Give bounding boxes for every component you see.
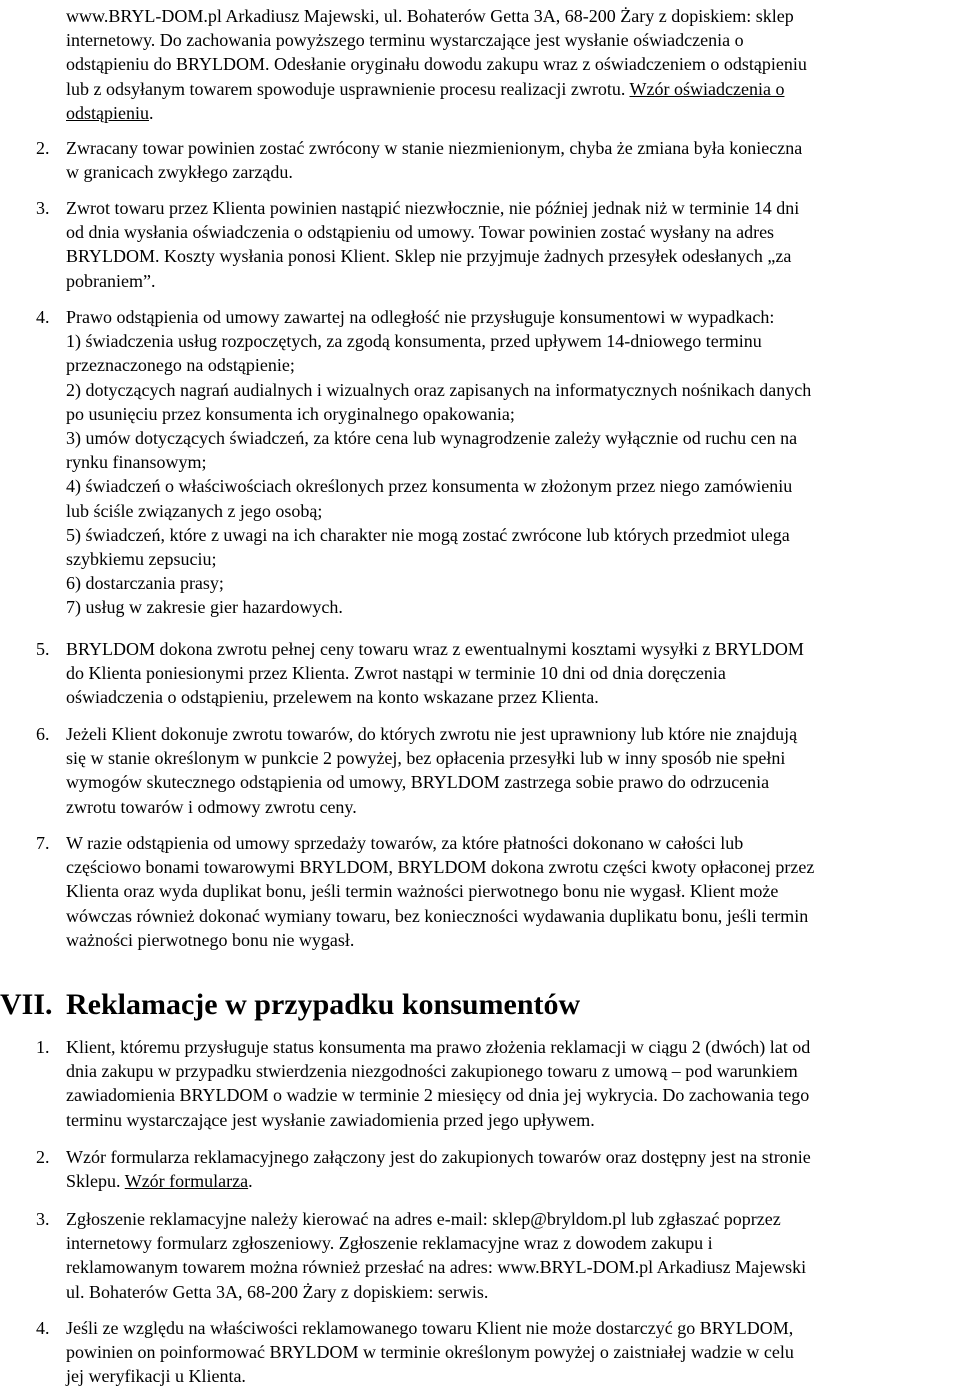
text-line: Klienta oraz wyda duplikat bonu, jeśli termin ważności pierwotnego bonu nie wygasł. Klient może [66, 881, 779, 902]
text-line: w granicach zwykłego zarządu. [66, 162, 293, 183]
text-line: odstąpieniu. [66, 102, 154, 123]
item-number: 4. [36, 307, 50, 327]
text-line: do Klienta poniesionymi przez Klienta. Zwrot nastąpi w terminie 10 dni od dnia doręczenia [66, 663, 726, 684]
text-line: BRYLDOM. Koszty wysłania ponosi Klient. Sklep nie przyjmuje żadnych przesyłek odesłanych „za [66, 246, 792, 267]
complaint-form-link[interactable]: Wzór formularza [124, 1171, 249, 1192]
text-line: się w stanie określonym w punkcie 2 powyżej, bez opłacenia przesyłki lub w inny sposób nie spełni [66, 748, 786, 769]
item-number: 3. [36, 198, 50, 218]
text-line: lub ściśle związanych z jego osobą; [66, 500, 323, 521]
text-line: Wzór formularza reklamacyjnego załączony jest do zakupionych towarów oraz dostępny jest na stronie [66, 1147, 811, 1167]
text-line: 4) świadczeń o właściwościach określonych przez konsumenta w złożonym przez niego zamówieniu [66, 476, 793, 497]
item-number: 5. [36, 639, 50, 659]
text-line: Zwrot towaru przez Klienta powinien nastąpić niezwłocznie, nie później jednak niż w terminie 14 dni [66, 198, 800, 218]
text-line: 2) dotyczących nagrań audialnych i wizualnych oraz zapisanych na informatycznych nośnikach danych [66, 379, 812, 400]
item-number: 6. [36, 724, 50, 744]
item-number: 3. [36, 1209, 50, 1229]
text-line: od dnia wysłania oświadczenia o odstąpieniu od umowy. Towar powinien zostać wysłany na adres [66, 222, 775, 243]
text-line: zawiadomienia BRYLDOM o wadzie w terminie 2 miesięcy od dnia jej wykrycia. Do zachowania tego [66, 1085, 810, 1106]
text-line: Zwracany towar powinien zostać zwrócony w stanie niezmienionym, chyba że zmiana była konieczna [66, 138, 803, 158]
text-line: lub z odsyłanym towarem spowoduje usprawnienie procesu realizacji zwrotu. Wzór oświadczenia o [66, 78, 785, 99]
text-line: Zgłoszenie reklamacyjne należy kierować na adres e-mail: sklep@bryldom.pl lub zgłaszać poprzez [66, 1209, 781, 1229]
withdrawal-form-link[interactable]: Wzór oświadczenia o [629, 78, 785, 99]
text-line: jej weryfikacji u Klienta. [66, 1366, 246, 1387]
text-line: powinien on poinformować BRYLDOM w terminie określonym powyżej o zaistniałej wadzie w celu [66, 1342, 794, 1363]
text-line: terminu wystarczające jest wysłanie zawiadomienia przed jego upływem. [66, 1109, 595, 1130]
text-line: rynku finansowym; [66, 452, 207, 473]
text-line: www.BRYL-DOM.pl Arkadiusz Majewski, ul. Bohaterów Getta 3A, 68-200 Żary z dopiskiem: sklep [66, 6, 794, 26]
text-line: dnia zakupu w przypadku stwierdzenia niezgodności zakupionego towaru z umową – pod warunkiem [66, 1061, 798, 1082]
text-line: 7) usług w zakresie gier hazardowych. [66, 597, 343, 618]
item-number: 4. [36, 1318, 50, 1338]
text-line: BRYLDOM dokona zwrotu pełnej ceny towaru wraz z ewentualnymi kosztami wysyłki z BRYLDOM [66, 639, 804, 659]
text-line: częściowo bonami towarowymi BRYLDOM, BRYLDOM dokona zwrotu części kwoty opłaconej przez [66, 857, 815, 878]
text-line: wymogów skutecznego odstąpienia od umowy, BRYLDOM zastrzega sobie prawo do odrzucenia [66, 772, 770, 793]
text-line: Prawo odstąpienia od umowy zawartej na odległość nie przysługuje konsumentowi w wypadkach: [66, 307, 775, 327]
withdrawal-form-link-cont[interactable]: odstąpieniu [66, 102, 149, 123]
text-line: 5) świadczeń, które z uwagi na ich charakter nie mogą zostać zwrócone lub których przedmiot ulega [66, 524, 790, 545]
text-line: ul. Bohaterów Getta 3A, 68-200 Żary z dopiskiem: serwis. [66, 1281, 489, 1302]
text-line: 3) umów dotyczących świadczeń, za które cena lub wynagrodzenie zależy wyłącznie od ruchu cen na [66, 428, 798, 449]
text-line: Sklepu. Wzór formularza. [66, 1171, 253, 1192]
text-line: wówczas również dokonać wymiany towaru, bez konieczności wydawania duplikatu bonu, jeśli termin [66, 905, 809, 926]
text-line: odstąpieniu do BRYLDOM. Odesłanie oryginału dowodu zakupu wraz z oświadczeniem o odstąpieniu [66, 54, 807, 75]
text-line: Klient, któremu przysługuje status konsumenta ma prawo złożenia reklamacji w ciągu 2 (dwóch) lat od [66, 1037, 811, 1057]
text-line: 6) dostarczania prasy; [66, 573, 224, 594]
text-line: 1) świadczenia usług rozpoczętych, za zgodą konsumenta, przed upływem 14-dniowego terminu [66, 331, 762, 352]
text-line: oświadczenia o odstąpieniu, przelewem na konto wskazane przez Klienta. [66, 687, 599, 708]
section6-item1-continuation [66, 4, 958, 125]
text-line: ważności pierwotnego bonu nie wygasł. [66, 929, 355, 950]
item-number: 2. [36, 1147, 50, 1167]
section-title: Reklamacje w przypadku konsumentów [66, 988, 581, 1021]
text-line: Jeśli ze względu na właściwości reklamowanego towaru Klient nie może dostarczyć go BRYLDOM, [66, 1318, 794, 1338]
text-line: po usunięciu przez konsumenta ich oryginalnego opakowania; [66, 403, 515, 424]
text-line: zwrotu towarów i odmowy zwrotu ceny. [66, 796, 357, 817]
item-number: 7. [36, 833, 50, 853]
text-line: internetowy formularz zgłoszeniowy. Zgłoszenie reklamacyjne wraz z dowodem zakupu i [66, 1233, 713, 1254]
text-line: reklamowanym towarem można również przesłać na adres: www.BRYL-DOM.pl Arkadiusz Majewski [66, 1257, 807, 1278]
section-number: VII. [0, 988, 53, 1021]
text-line: przeznaczonego na odstąpienie; [66, 355, 295, 376]
text-line: szybkiemu zepsuciu; [66, 549, 217, 570]
item-number: 2. [36, 138, 50, 158]
text-line: Jeżeli Klient dokonuje zwrotu towarów, do których zwrotu nie jest uprawniony lub które nie znajdują [66, 724, 798, 744]
text-line: internetowy. Do zachowania powyższego terminu wystarczające jest wysłanie oświadczenia o [66, 30, 744, 51]
text-line: pobraniem”. [66, 270, 156, 291]
item-number: 1. [36, 1037, 50, 1057]
text-line: W razie odstąpienia od umowy sprzedaży towarów, za które płatności dokonano w całości lub [66, 833, 744, 853]
